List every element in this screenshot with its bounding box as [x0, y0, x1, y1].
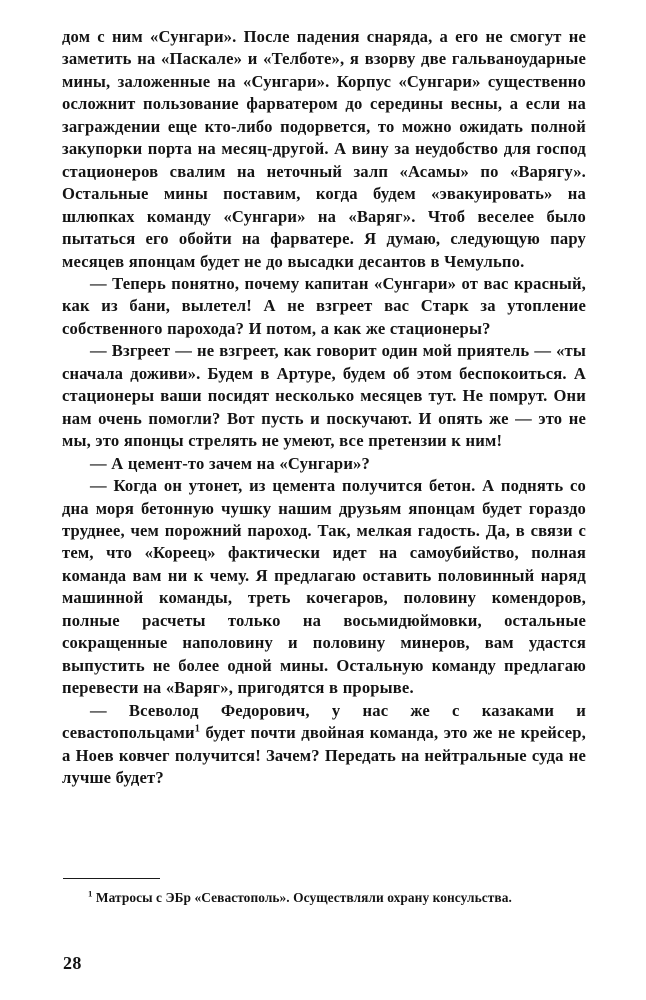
footnote-entry: [62, 888, 586, 907]
paragraph-1: дом с ним «Сунгари». После падения снаряда, а его не смогут не заметить на «Паскале» и «Телботе», я взорву две гальваноударные мины, заложенные на «Сунгари». Корпус «Сунгари» существенно осложнит пользование фарватером до середины весны, а если на заграждении еще кто-либо подорвется, то можно ожидать полной закупорки порта на месяц-другой. А вину за неудобство для господ стационеров свалим на неточный залп «Асамы» по «Варягу». Остальные мины поставим, когда будем «эвакуировать» на шлюпках команду «Сунгари» на «Варяг». Чтоб веселее было пытаться его обойти на фарватере. Я думаю, следующую пару месяцев японцам будет не до высадки десантов в Чемульпо.: [62, 27, 586, 271]
footnote-separator-rule: [63, 878, 160, 879]
footnote-body-text: Матросы с ЭБр «Севастополь». Осуществляли охрану консульства.: [92, 890, 512, 905]
paragraph-6-text-before-footnote-ref: — Всеволод Федорович, у нас же с казаками и севастопольцами: [62, 700, 586, 743]
footnote-marker: 1: [88, 888, 93, 899]
paragraph-3: — Взгреет — не взгреет, как говорит один мой приятель — «ты сначала доживи». Будем в Артуре, будем об этом беспокоиться. А стационеры ваши посидят несколько месяцев тут. Не помрут. Они нам очень помогли? Вот пусть и поскучают. И опять же — это не мы, это японцы стрелять не умеют, все претензии к ним!: [62, 341, 586, 451]
body-text-column: [62, 26, 586, 789]
footnote-block: [62, 878, 586, 907]
paragraph-4: — А цемент-то зачем на «Сунгари»?: [90, 453, 370, 473]
footnote-reference-marker[interactable]: 1: [194, 723, 201, 735]
page-number-folio: 28: [63, 953, 82, 973]
paragraph-6-text-after-footnote-ref: будет почти двойная команда, это же не крейсер, а Ноев ковчег получится! Зачем? Передать на нейтральные суда не лучше будет?: [62, 723, 586, 787]
paragraph-6: [62, 700, 586, 790]
paragraph-5: — Когда он утонет, из цемента получится бетон. А поднять со дна моря бетонную чушку нашим друзьям японцам будет гораздо труднее, чем порожний пароход. Так, мелкая гадость. Да, в связи с тем, что «Кореец» фактически идет на самоубийство, полная команда вам ни к чему. Я предлагаю оставить половинный наряд машинной команды, треть кочегаров, половину комендоров, полные расчеты только на восьмидюймовки, остальные сокращенные наполовину и половину минеров, вам удастся выпустить не более одной мины. Остальную команду предлагаю перевести на «Варяг», пригодятся в прорыве.: [62, 476, 586, 698]
paragraph-2: — Теперь понятно, почему капитан «Сунгари» от вас красный, как из бани, вылетел! А не взгреет вас Старк за утопление собственного парохода? И потом, а как же стационеры?: [62, 273, 586, 338]
